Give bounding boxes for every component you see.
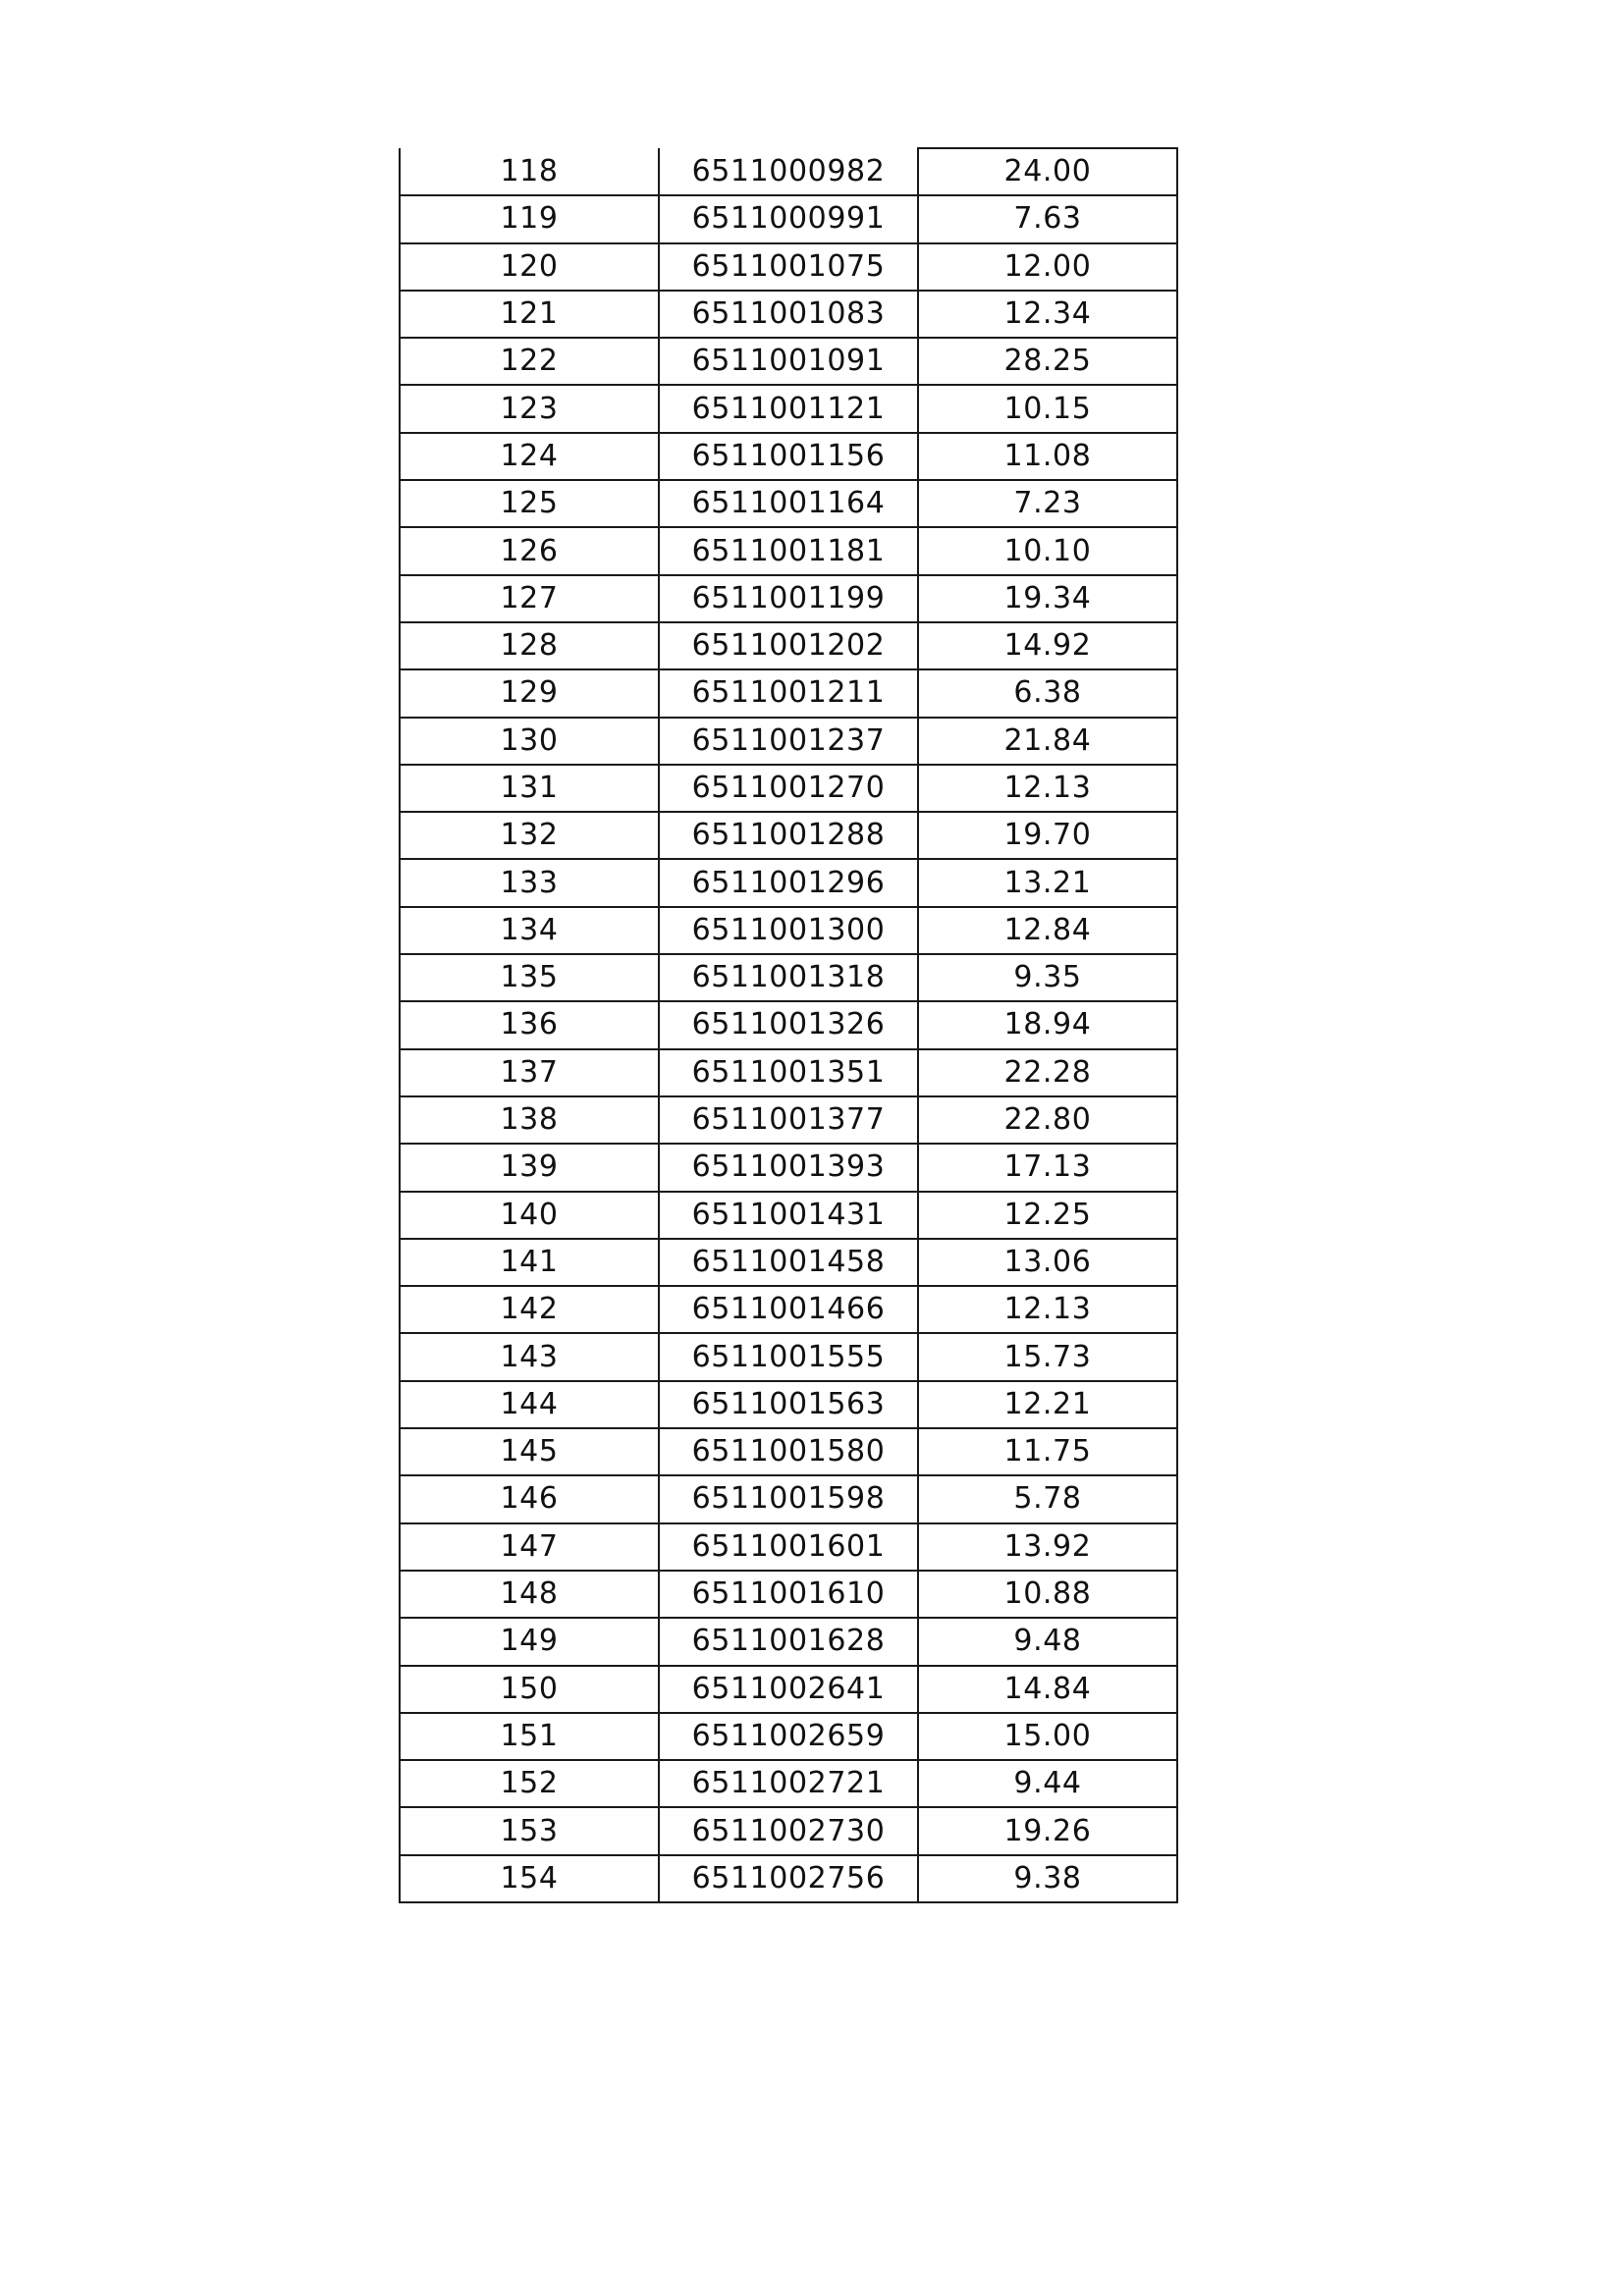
row-number-cell: 125 xyxy=(400,480,659,527)
table-row xyxy=(400,575,1177,622)
data-table-container xyxy=(399,147,1178,1903)
row-number-cell: 135 xyxy=(400,954,659,1001)
value-cell: 13.21 xyxy=(918,859,1177,906)
value-cell: 18.94 xyxy=(918,1001,1177,1048)
value-cell: 28.25 xyxy=(918,338,1177,385)
row-number-cell: 139 xyxy=(400,1144,659,1191)
value-cell: 12.21 xyxy=(918,1381,1177,1428)
table-row xyxy=(400,1049,1177,1096)
row-number-cell: 128 xyxy=(400,622,659,669)
row-number-cell: 122 xyxy=(400,338,659,385)
value-cell: 12.13 xyxy=(918,765,1177,812)
value-cell: 12.13 xyxy=(918,1286,1177,1333)
code-cell: 6511001580 xyxy=(659,1428,918,1475)
value-cell: 5.78 xyxy=(918,1475,1177,1522)
value-cell: 10.88 xyxy=(918,1571,1177,1618)
code-cell: 6511001270 xyxy=(659,765,918,812)
code-cell: 6511001300 xyxy=(659,907,918,954)
value-cell: 15.73 xyxy=(918,1333,1177,1380)
code-cell: 6511002721 xyxy=(659,1760,918,1807)
value-cell: 19.70 xyxy=(918,812,1177,859)
code-cell: 6511001156 xyxy=(659,433,918,480)
row-number-cell: 124 xyxy=(400,433,659,480)
row-number-cell: 131 xyxy=(400,765,659,812)
value-cell: 21.84 xyxy=(918,718,1177,765)
value-cell: 9.44 xyxy=(918,1760,1177,1807)
code-cell: 6511001121 xyxy=(659,385,918,432)
table-row xyxy=(400,1618,1177,1665)
code-cell: 6511001181 xyxy=(659,527,918,574)
table-row xyxy=(400,1239,1177,1286)
value-cell: 19.34 xyxy=(918,575,1177,622)
table-row xyxy=(400,1001,1177,1048)
code-cell: 6511001288 xyxy=(659,812,918,859)
code-cell: 6511001199 xyxy=(659,575,918,622)
table-row xyxy=(400,1523,1177,1571)
table-row xyxy=(400,1096,1177,1144)
table-row xyxy=(400,812,1177,859)
row-number-cell: 141 xyxy=(400,1239,659,1286)
row-number-cell: 142 xyxy=(400,1286,659,1333)
code-cell: 6511001458 xyxy=(659,1239,918,1286)
table-row xyxy=(400,1286,1177,1333)
row-number-cell: 145 xyxy=(400,1428,659,1475)
row-number-cell: 137 xyxy=(400,1049,659,1096)
code-cell: 6511001351 xyxy=(659,1049,918,1096)
table-row xyxy=(400,1333,1177,1380)
code-cell: 6511001555 xyxy=(659,1333,918,1380)
code-cell: 6511000982 xyxy=(659,148,918,195)
code-cell: 6511001563 xyxy=(659,1381,918,1428)
code-cell: 6511001326 xyxy=(659,1001,918,1048)
code-cell: 6511001164 xyxy=(659,480,918,527)
table-row xyxy=(400,433,1177,480)
row-number-cell: 132 xyxy=(400,812,659,859)
value-cell: 12.34 xyxy=(918,291,1177,338)
table-row xyxy=(400,1713,1177,1760)
code-cell: 6511002756 xyxy=(659,1855,918,1902)
table-row xyxy=(400,148,1177,195)
value-cell: 14.84 xyxy=(918,1666,1177,1713)
table-row xyxy=(400,1666,1177,1713)
table-row xyxy=(400,954,1177,1001)
code-cell: 6511001377 xyxy=(659,1096,918,1144)
row-number-cell: 119 xyxy=(400,195,659,242)
row-number-cell: 150 xyxy=(400,1666,659,1713)
row-number-cell: 136 xyxy=(400,1001,659,1048)
code-cell: 6511001202 xyxy=(659,622,918,669)
row-number-cell: 140 xyxy=(400,1192,659,1239)
code-cell: 6511001296 xyxy=(659,859,918,906)
table-row xyxy=(400,385,1177,432)
value-cell: 24.00 xyxy=(918,148,1177,195)
table-row xyxy=(400,1760,1177,1807)
row-number-cell: 154 xyxy=(400,1855,659,1902)
row-number-cell: 153 xyxy=(400,1807,659,1854)
code-cell: 6511002730 xyxy=(659,1807,918,1854)
value-cell: 9.35 xyxy=(918,954,1177,1001)
code-cell: 6511001628 xyxy=(659,1618,918,1665)
value-cell: 12.00 xyxy=(918,243,1177,291)
value-cell: 14.92 xyxy=(918,622,1177,669)
table-row xyxy=(400,195,1177,242)
row-number-cell: 138 xyxy=(400,1096,659,1144)
row-number-cell: 149 xyxy=(400,1618,659,1665)
code-cell: 6511001237 xyxy=(659,718,918,765)
row-number-cell: 146 xyxy=(400,1475,659,1522)
code-cell: 6511002641 xyxy=(659,1666,918,1713)
value-cell: 7.23 xyxy=(918,480,1177,527)
row-number-cell: 134 xyxy=(400,907,659,954)
table-row xyxy=(400,1192,1177,1239)
row-number-cell: 148 xyxy=(400,1571,659,1618)
code-cell: 6511001211 xyxy=(659,669,918,717)
code-cell: 6511001318 xyxy=(659,954,918,1001)
value-cell: 12.84 xyxy=(918,907,1177,954)
row-number-cell: 143 xyxy=(400,1333,659,1380)
table-row xyxy=(400,291,1177,338)
table-row xyxy=(400,527,1177,574)
value-cell: 17.13 xyxy=(918,1144,1177,1191)
table-row xyxy=(400,765,1177,812)
row-number-cell: 118 xyxy=(400,148,659,195)
row-number-cell: 123 xyxy=(400,385,659,432)
code-cell: 6511001601 xyxy=(659,1523,918,1571)
code-cell: 6511001598 xyxy=(659,1475,918,1522)
row-number-cell: 147 xyxy=(400,1523,659,1571)
value-cell: 7.63 xyxy=(918,195,1177,242)
code-cell: 6511001610 xyxy=(659,1571,918,1618)
table-row xyxy=(400,859,1177,906)
table-row xyxy=(400,622,1177,669)
data-table-body xyxy=(400,148,1177,1902)
value-cell: 13.06 xyxy=(918,1239,1177,1286)
value-cell: 9.48 xyxy=(918,1618,1177,1665)
value-cell: 11.08 xyxy=(918,433,1177,480)
row-number-cell: 126 xyxy=(400,527,659,574)
value-cell: 13.92 xyxy=(918,1523,1177,1571)
value-cell: 10.15 xyxy=(918,385,1177,432)
row-number-cell: 121 xyxy=(400,291,659,338)
row-number-cell: 129 xyxy=(400,669,659,717)
code-cell: 6511000991 xyxy=(659,195,918,242)
code-cell: 6511001466 xyxy=(659,1286,918,1333)
code-cell: 6511001431 xyxy=(659,1192,918,1239)
table-row xyxy=(400,338,1177,385)
value-cell: 15.00 xyxy=(918,1713,1177,1760)
table-row xyxy=(400,1571,1177,1618)
table-row xyxy=(400,1855,1177,1902)
row-number-cell: 144 xyxy=(400,1381,659,1428)
code-cell: 6511001091 xyxy=(659,338,918,385)
value-cell: 12.25 xyxy=(918,1192,1177,1239)
code-cell: 6511001083 xyxy=(659,291,918,338)
table-row xyxy=(400,1381,1177,1428)
table-row xyxy=(400,243,1177,291)
table-row xyxy=(400,669,1177,717)
row-number-cell: 133 xyxy=(400,859,659,906)
value-cell: 11.75 xyxy=(918,1428,1177,1475)
row-number-cell: 130 xyxy=(400,718,659,765)
value-cell: 22.28 xyxy=(918,1049,1177,1096)
table-row xyxy=(400,1428,1177,1475)
row-number-cell: 127 xyxy=(400,575,659,622)
row-number-cell: 151 xyxy=(400,1713,659,1760)
table-row xyxy=(400,718,1177,765)
row-number-cell: 120 xyxy=(400,243,659,291)
value-cell: 9.38 xyxy=(918,1855,1177,1902)
data-table xyxy=(399,147,1178,1903)
value-cell: 22.80 xyxy=(918,1096,1177,1144)
row-number-cell: 152 xyxy=(400,1760,659,1807)
table-row xyxy=(400,1807,1177,1854)
table-row xyxy=(400,480,1177,527)
table-row xyxy=(400,1144,1177,1191)
value-cell: 6.38 xyxy=(918,669,1177,717)
table-row xyxy=(400,907,1177,954)
value-cell: 19.26 xyxy=(918,1807,1177,1854)
value-cell: 10.10 xyxy=(918,527,1177,574)
table-row xyxy=(400,1475,1177,1522)
code-cell: 6511002659 xyxy=(659,1713,918,1760)
code-cell: 6511001075 xyxy=(659,243,918,291)
code-cell: 6511001393 xyxy=(659,1144,918,1191)
